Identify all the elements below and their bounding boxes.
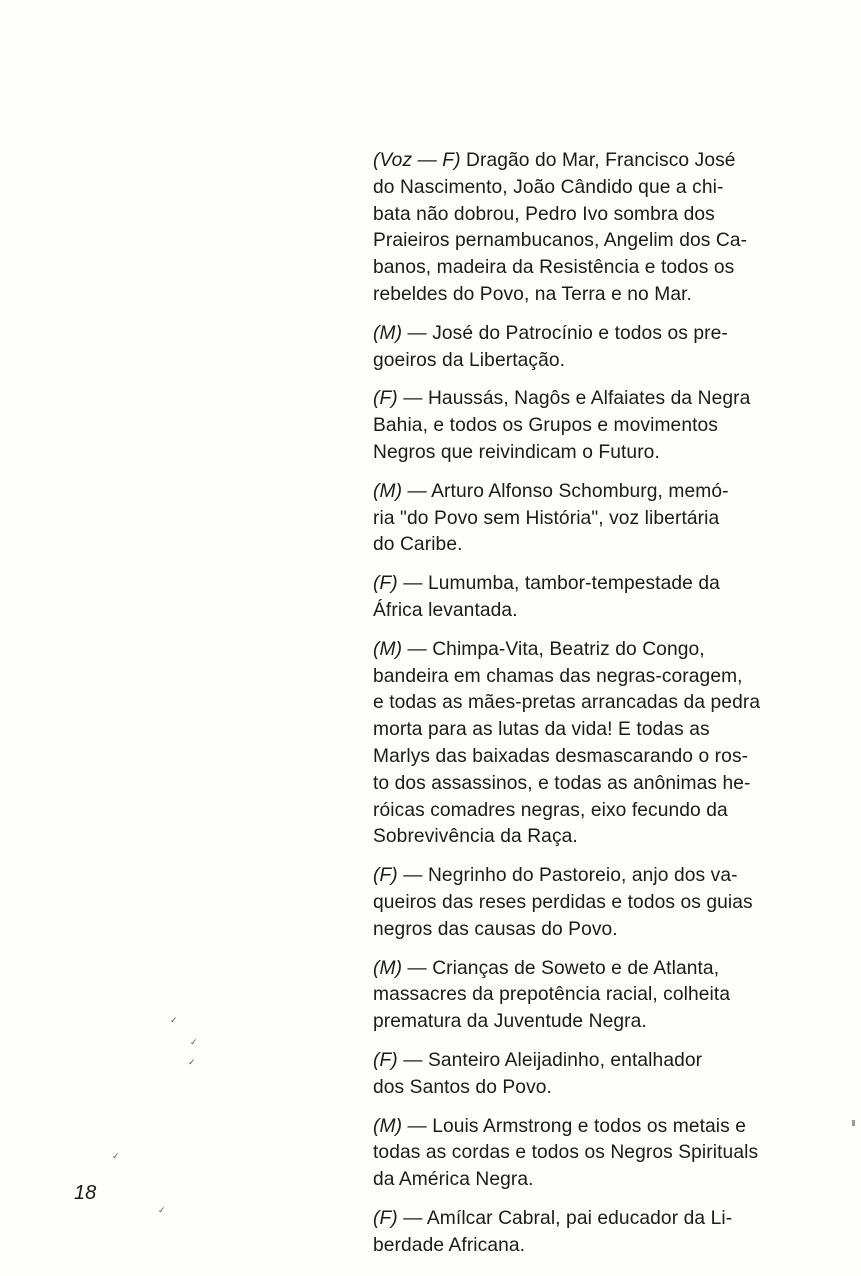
print-speck: ✓ (190, 1037, 198, 1047)
stanza-text: — Amílcar Cabral, pai educador da Li- berdade Africana. (373, 1207, 733, 1256)
stanza (373, 1206, 793, 1260)
text-column (373, 148, 793, 1271)
stanza (373, 1114, 793, 1194)
print-speck: ✓ (170, 1015, 178, 1025)
stanza-text: — Chimpa-Vita, Beatriz do Congo, bandeira em chamas das negras-coragem, e todas as mães-pretas arrancadas da pedra morta para as lutas da vida! E todas as Marlys das baixadas desmascarando o ros- to dos assassinos, e todas as anônimas he- róicas comadres negras, eixo fecundo da Sobrevivência da Raça. (373, 638, 761, 848)
stanza-text: Dragão do Mar, Francisco José do Nascimento, João Cândido que a chi- bata não dobrou, Pedro Ivo sombra dos Praieiros pernambucanos, Angelim dos Ca- banos, madeira da Resistência e todos os rebeldes do Povo, na Terra e no Mar. (373, 150, 748, 305)
stanza-text: — Haussás, Nagôs e Alfaiates da Negra Bahia, e todos os Grupos e movimentos Negros que reivindicam o Futuro. (373, 388, 751, 463)
stanza (373, 956, 793, 1036)
stanza-text: — Louis Armstrong e todos os metais e todas as cordas e todos os Negros Spirituals da América Negra. (373, 1115, 759, 1191)
stanza (373, 1048, 793, 1102)
speaker-label: (F) (373, 865, 398, 887)
margin-mark (852, 1120, 855, 1126)
print-speck: ✓ (112, 1151, 120, 1161)
speaker-label: (Voz — F) (373, 150, 461, 171)
stanza-text: — Crianças de Soweto e de Atlanta, massacres da prepotência racial, colheita prematura da Juventude Negra. (373, 957, 731, 1033)
speaker-label: (F) (373, 388, 398, 410)
stanza-text: — José do Patrocínio e todos os pre- goeiros da Libertação. (373, 322, 728, 371)
print-speck: ✓ (158, 1205, 166, 1215)
speaker-label: (M) (373, 638, 403, 660)
stanza-text: — Lumumba, tambor-tempestade da África levantada. (373, 573, 720, 621)
page-number: 18 (74, 1182, 97, 1204)
speaker-label: (M) (373, 957, 403, 979)
speaker-label: (M) (373, 1115, 403, 1137)
speaker-label: (M) (373, 322, 403, 344)
stanza (373, 571, 793, 625)
speaker-label: (F) (373, 1049, 398, 1071)
stanza (373, 386, 793, 466)
stanza-text: — Arturo Alfonso Schomburg, memó- ria "do Povo sem História", voz libertária do Caribe. (373, 480, 729, 556)
stanza (373, 637, 793, 851)
stanza (373, 148, 793, 309)
print-speck: ✓ (188, 1057, 196, 1067)
stanza-text: — Santeiro Aleijadinho, entalhador dos Santos do Povo. (373, 1049, 703, 1098)
stanza-text: — Negrinho do Pastoreio, anjo dos va- queiros das reses perdidas e todos os guias negros das causas do Povo. (373, 865, 753, 940)
speaker-label: (M) (373, 480, 403, 502)
speaker-label: (F) (373, 573, 398, 595)
speaker-label: (F) (373, 1207, 398, 1229)
stanza (373, 479, 793, 559)
stanza (373, 321, 793, 375)
stanza (373, 863, 793, 943)
